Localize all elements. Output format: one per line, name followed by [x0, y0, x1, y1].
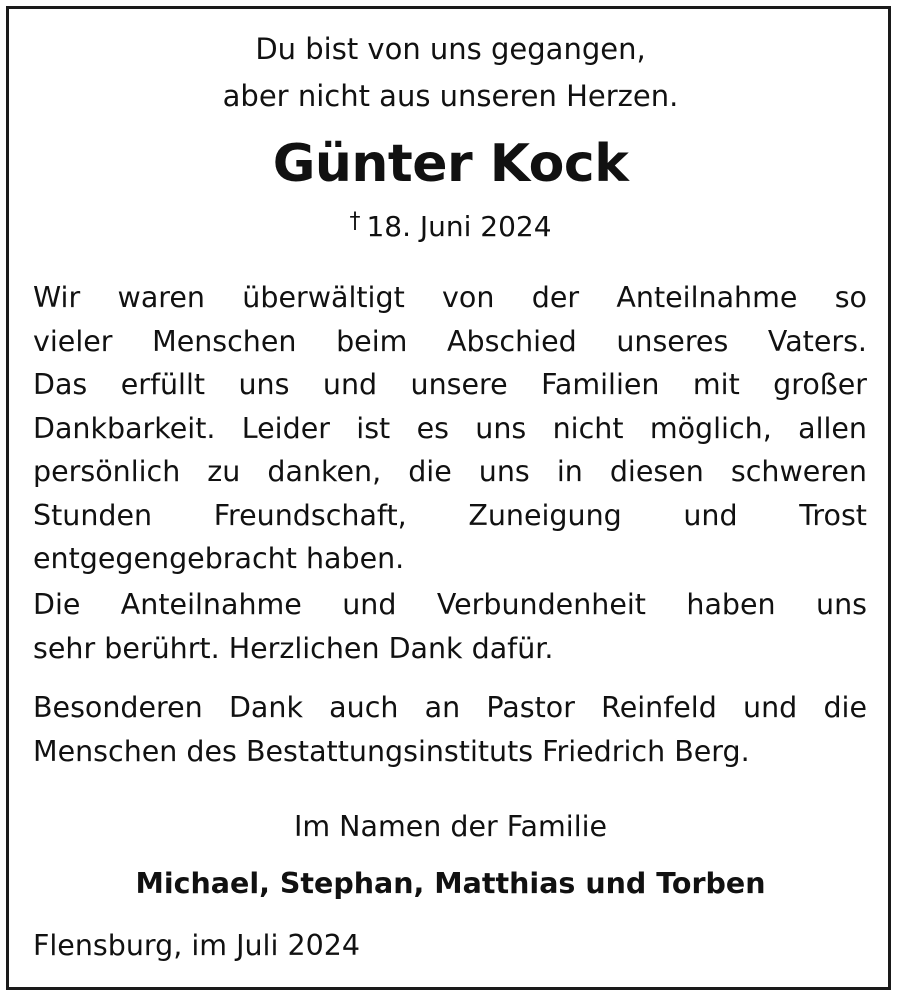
paragraph-line: entgegengebracht haben. — [33, 542, 405, 575]
paragraph-line: sehr berührt. Herzlichen Dank dafür. — [33, 631, 554, 665]
paragraph-line: Menschen des Bestattungsinstituts Friedrich Berg. — [33, 734, 750, 768]
thanks-paragraph — [33, 276, 867, 581]
family-label: Im Namen der Familie — [293, 810, 608, 843]
death-date: 18. Juni 2024 — [366, 210, 552, 243]
paragraph-line: Besonderen Dank auch an Pastor Reinfeld und die — [33, 691, 867, 724]
death-line — [0, 200, 901, 249]
deceased-name: Günter Kock — [272, 134, 629, 194]
paragraph-line: Das erfüllt uns und unsere Familien mit großer — [33, 368, 867, 401]
special-thanks-paragraph — [33, 686, 867, 773]
paragraph-line: Wir waren überwältigt von der Anteilnahme so — [33, 281, 867, 314]
paragraph-line: Die Anteilnahme und Verbundenheit haben uns — [33, 588, 867, 621]
place-date: Flensburg, im Juli 2024 — [33, 929, 360, 962]
cross-icon: † — [349, 209, 361, 234]
paragraph-line: Dankbarkeit. Leider ist es uns nicht möglich, allen — [33, 411, 867, 445]
paragraph-line: Stunden Freundschaft, Zuneigung und Trost — [33, 498, 867, 532]
paragraph-line: vieler Menschen beim Abschied unseres Vaters. — [33, 324, 867, 358]
poem-line-1: Du bist von uns gegangen, — [255, 32, 646, 66]
poem-line-2: aber nicht aus unseren Herzen. — [222, 79, 679, 113]
sympathy-paragraph — [33, 583, 867, 670]
paragraph-line: persönlich zu danken, die uns in diesen schweren — [33, 455, 867, 488]
family-names: Michael, Stephan, Matthias und Torben — [135, 867, 766, 900]
